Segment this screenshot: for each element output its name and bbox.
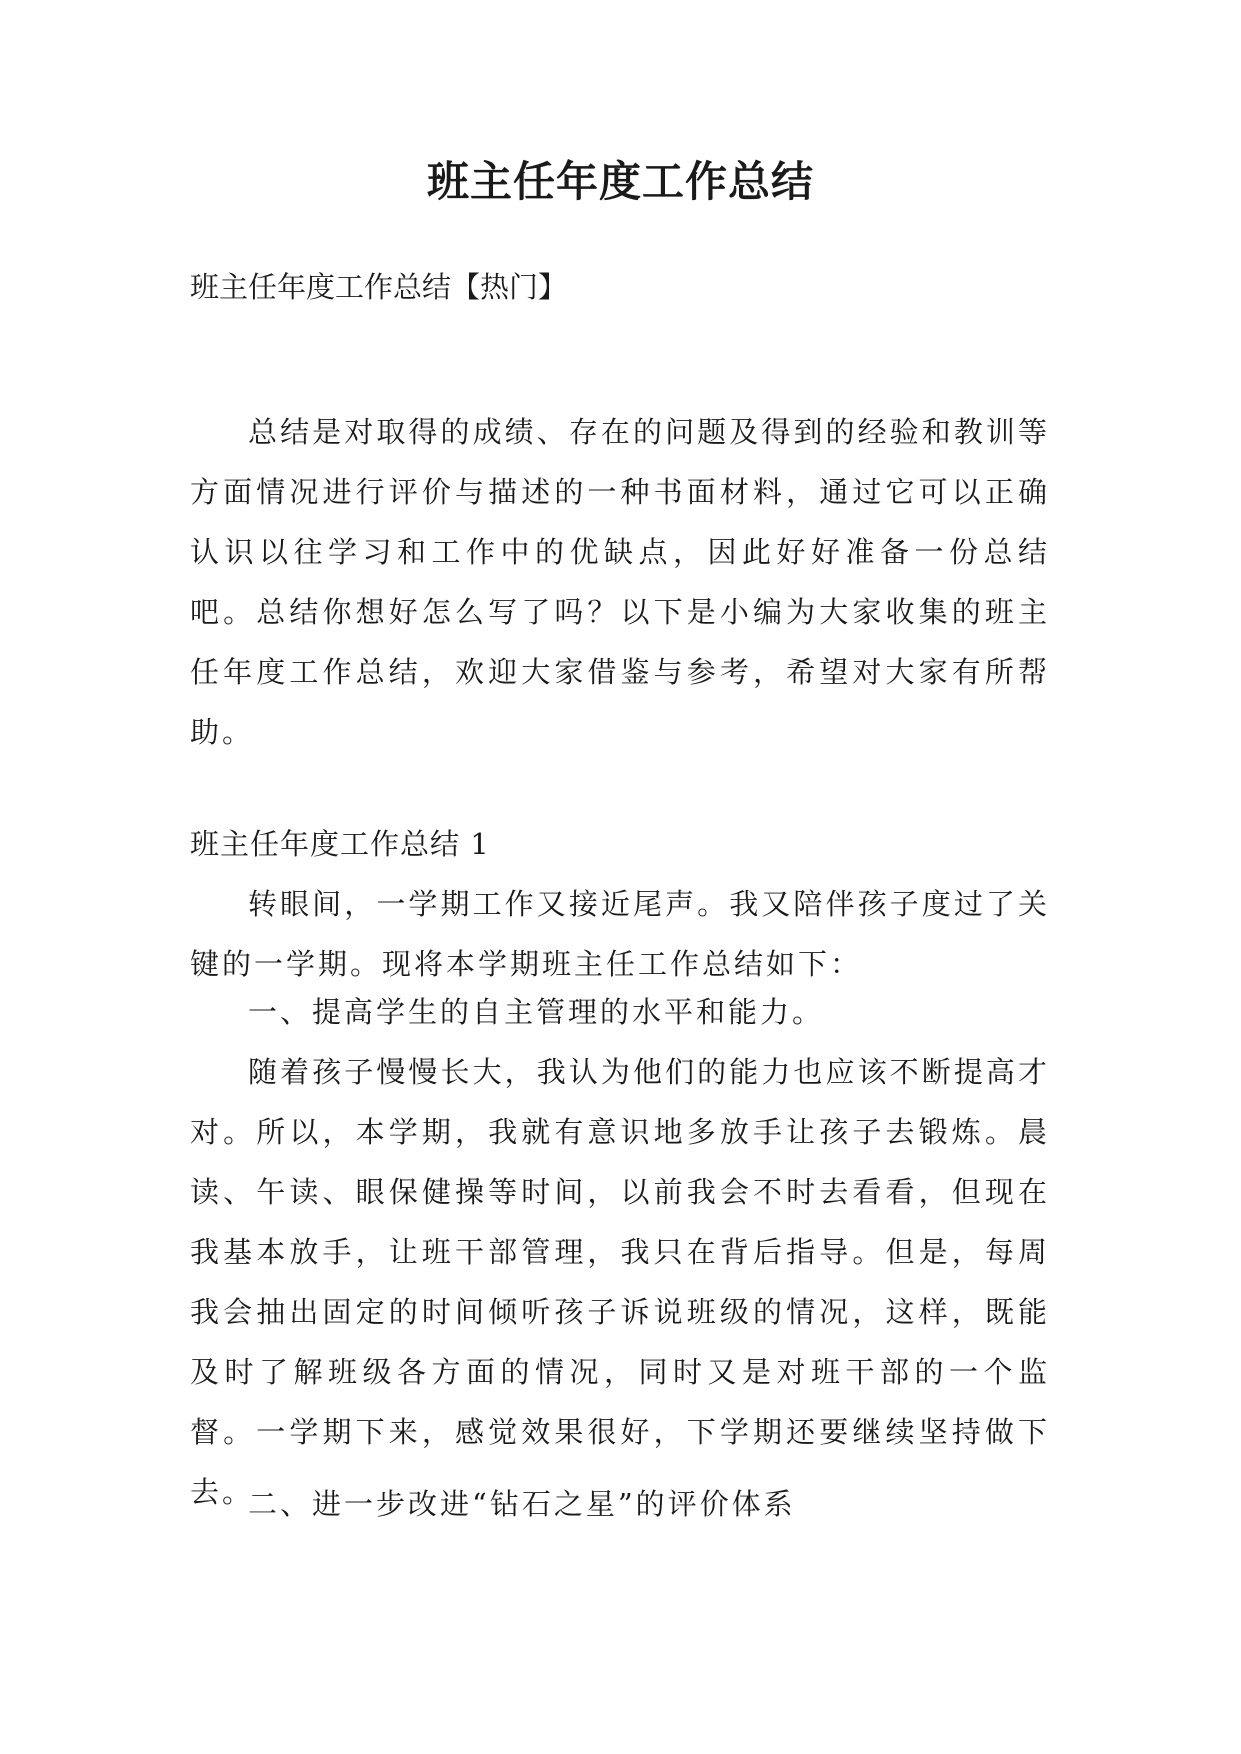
section-heading: 班主任年度工作总结 1 xyxy=(190,827,490,861)
document-title: 班主任年度工作总结 xyxy=(426,157,814,206)
subheading-paragraph: 二、进一步改进“钻石之星”的评价体系 xyxy=(248,1487,796,1521)
subheading-paragraph: 一、提高学生的自主管理的水平和能力。 xyxy=(248,995,825,1029)
intro-paragraph: 总结是对取得的成绩、存在的问题及得到的经验和教训等方面情况进行评价与描述的一种书面材料，通过它可以正确认识以往学习和工作中的优缺点，因此好好准备一份总结吧。总结你想好怎么写了吗？以下是小编为大家收集的班主任年度工作总结，欢迎大家借鉴与参考，希望对大家有所帮助。 xyxy=(190,415,1050,749)
body-paragraph: 转眼间，一学期工作又接近尾声。我又陪伴孩子度过了关键的一学期。现将本学期班主任工作总结如下： xyxy=(190,887,1050,981)
document-subtitle: 班主任年度工作总结【热门】 xyxy=(190,270,568,304)
body-paragraph: 随着孩子慢慢长大，我认为他们的能力也应该不断提高才对。所以，本学期，我就有意识地多放手让孩子去锻炼。晨读、午读、眼保健操等时间，以前我会不时去看看，但现在我基本放手，让班干部管理，我只在背后指导。但是，每周我会抽出固定的时间倾听孩子诉说班级的情况，这样，既能及时了解班级各方面的情况，同时又是对班干部的一个监督。一学期下来，感觉效果很好，下学期还要继续坚持做下去。 xyxy=(190,1055,1050,1509)
